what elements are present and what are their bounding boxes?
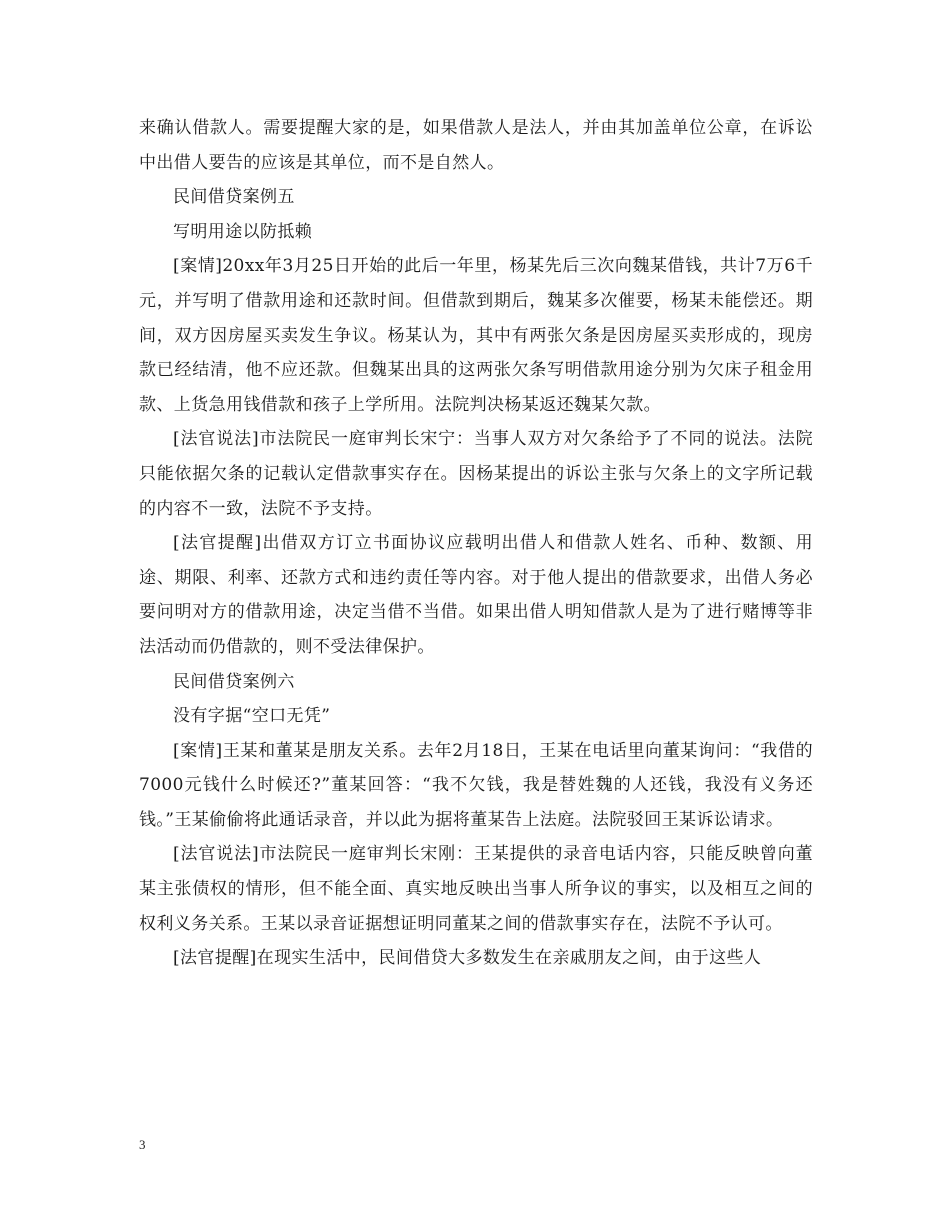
paragraph: [法官提醒]出借双方订立书面协议应载明出借人和借款人姓名、币种、数额、用途、期限、利率、还款方式和违约责任等内容。对于他人提出的借款要求，出借人务必要问明对方的借款用途，决定当借不当借。如果出借人明知借款人是为了进行赌博等非法活动而仍借款的，则不受法律保护。 (139, 533, 813, 657)
case-subtitle: 写明用途以防抵赖 (173, 221, 313, 242)
document-body (139, 111, 813, 976)
case-subtitle: 没有字据“空口无凭” (173, 706, 331, 727)
case-heading: 民间借贷案例五 (173, 187, 295, 208)
page-number: 3 (139, 1137, 146, 1152)
paragraph: 来确认借款人。需要提醒大家的是，如果借款人是法人，并由其加盖单位公章，在诉讼中出借人要告的应该是其单位，而不是自然人。 (139, 118, 813, 173)
case-heading: 民间借贷案例六 (173, 671, 295, 692)
paragraph: [法官提醒]在现实生活中，民间借贷大多数发生在亲戚朋友之间，由于这些人 (173, 948, 762, 969)
paragraph: [法官说法]市法院民一庭审判长宋刚：王某提供的录音电话内容，只能反映曾向董某主张债权的情形，但不能全面、真实地反映出当事人所争议的事实，以及相互之间的权利义务关系。王某以录音证据想证明同董某之间的借款事实存在，法院不予认可。 (139, 844, 813, 934)
paragraph: [案情]王某和董某是朋友关系。去年2月18日，王某在电话里向董某询问：“我借的7000元钱什么时候还?”董某回答：“我不欠钱，我是替姓魏的人还钱，我没有义务还钱。”王某偷偷将此通话录音，并以此为据将董某告上法庭。法院驳回王某诉讼请求。 (139, 740, 813, 830)
paragraph: [案情]20xx年3月25日开始的此后一年里，杨某先后三次向魏某借钱，共计7万6千元，并写明了借款用途和还款时间。但借款到期后，魏某多次催要，杨某未能偿还。期间，双方因房屋买卖发生争议。杨某认为，其中有两张欠条是因房屋买卖形成的，现房款已经结清，他不应还款。但魏某出具的这两张欠条写明借款用途分别为欠床子租金用款、上货急用钱借款和孩子上学所用。法院判决杨某返还魏某欠款。 (139, 256, 813, 415)
paragraph: [法官说法]市法院民一庭审判长宋宁：当事人双方对欠条给予了不同的说法。法院只能依据欠条的记载认定借款事实存在。因杨某提出的诉讼主张与欠条上的文字所记载的内容不一致，法院不予支持。 (139, 429, 813, 519)
